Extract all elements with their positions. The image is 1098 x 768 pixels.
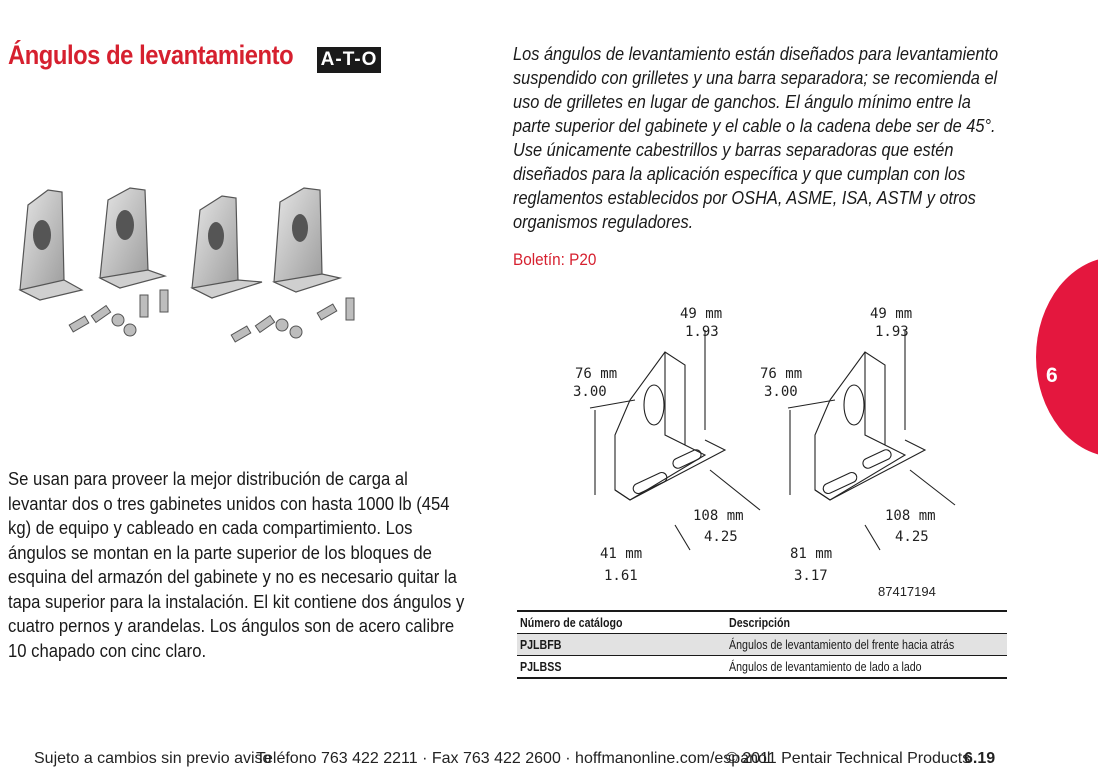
footer-page-number: 6.19 — [964, 750, 996, 767]
right-width-mm: 81 mm — [790, 546, 833, 562]
right-height-mm: 76 mm — [760, 366, 803, 382]
footer-contact: Teléfono 763 422 2211 · Fax 763 422 2600 · hoffmanonline.com/espanol — [256, 750, 771, 767]
product-photo — [0, 170, 380, 380]
right-height-in: 3.00 — [764, 384, 798, 400]
left-width-in: 1.61 — [604, 568, 638, 584]
page-title: Ángulos de levantamiento — [8, 40, 294, 70]
table-row — [517, 634, 1007, 656]
bracket-4-icon — [274, 188, 340, 292]
section-tab — [1036, 257, 1098, 457]
left-length-mm: 108 mm — [693, 508, 744, 524]
dimension-drawing — [560, 290, 1000, 600]
catalog-number: PJLBSS — [517, 656, 726, 679]
ato-badge: A-T-O — [317, 47, 381, 73]
catalog-description: Ángulos de levantamiento del frente hacia atrás — [726, 634, 1007, 656]
bracket-3-icon — [192, 196, 262, 298]
right-top-mm: 49 mm — [870, 306, 913, 322]
catalog-description: Ángulos de levantamiento de lado a lado — [726, 656, 1007, 679]
left-width-mm: 41 mm — [600, 546, 643, 562]
left-length-in: 4.25 — [704, 529, 738, 545]
description-text: Se usan para proveer la mejor distribución de carga al levantar dos o tres gabinetes unidos con hasta 1000 lb (454 kg) de equipo y cableado en cada compartimiento. Los ángulos se montan en la parte superior de los bloques de esquina del armazón del gabinete y no es necesario quitar la tapa superior para la instalación. El kit contiene dos ángulos y cuatro pernos y arandelas. Los ángulos son de acero calibre 10 chapado con cinc claro. — [8, 468, 465, 661]
footer-copyright: © 2011 Pentair Technical Products — [726, 750, 971, 767]
drawing-number: 87417194 — [878, 584, 936, 599]
section-tab-number: 6 — [1046, 364, 1058, 387]
right-length-in: 4.25 — [895, 529, 929, 545]
col-header-catalog: Número de catálogo — [517, 611, 726, 634]
footer-notice: Sujeto a cambios sin previo aviso — [34, 750, 272, 767]
left-top-mm: 49 mm — [680, 306, 723, 322]
left-height-mm: 76 mm — [575, 366, 618, 382]
right-top-in: 1.93 — [875, 324, 909, 340]
left-top-in: 1.93 — [685, 324, 719, 340]
bulletin-label: Boletín: P20 — [513, 250, 597, 269]
right-width-in: 3.17 — [794, 568, 828, 584]
left-height-in: 3.00 — [573, 384, 607, 400]
bracket-2-icon — [100, 188, 165, 288]
intro-text: Los ángulos de levantamiento están diseñados para levantamiento suspendido con grilletes y una barra separadora; se recomienda el uso de grilletes en lugar de ganchos. El ángulo mínimo entre la parte superior del gabinete y el cable o la cadena debe ser de 45°. Use únicamente cabestrillos y barras separadoras que estén diseñados para la aplicación específica y que cumplan con los reglamentos establecidos por OSHA, ASME, ISA, ASTM y otros organismos reguladores. — [513, 43, 999, 232]
catalog-number: PJLBFB — [517, 634, 726, 656]
catalog-table — [517, 610, 1007, 679]
right-length-mm: 108 mm — [885, 508, 936, 524]
table-row — [517, 656, 1007, 679]
col-header-description: Descripción — [726, 611, 1007, 634]
bracket-1-icon — [20, 190, 82, 300]
